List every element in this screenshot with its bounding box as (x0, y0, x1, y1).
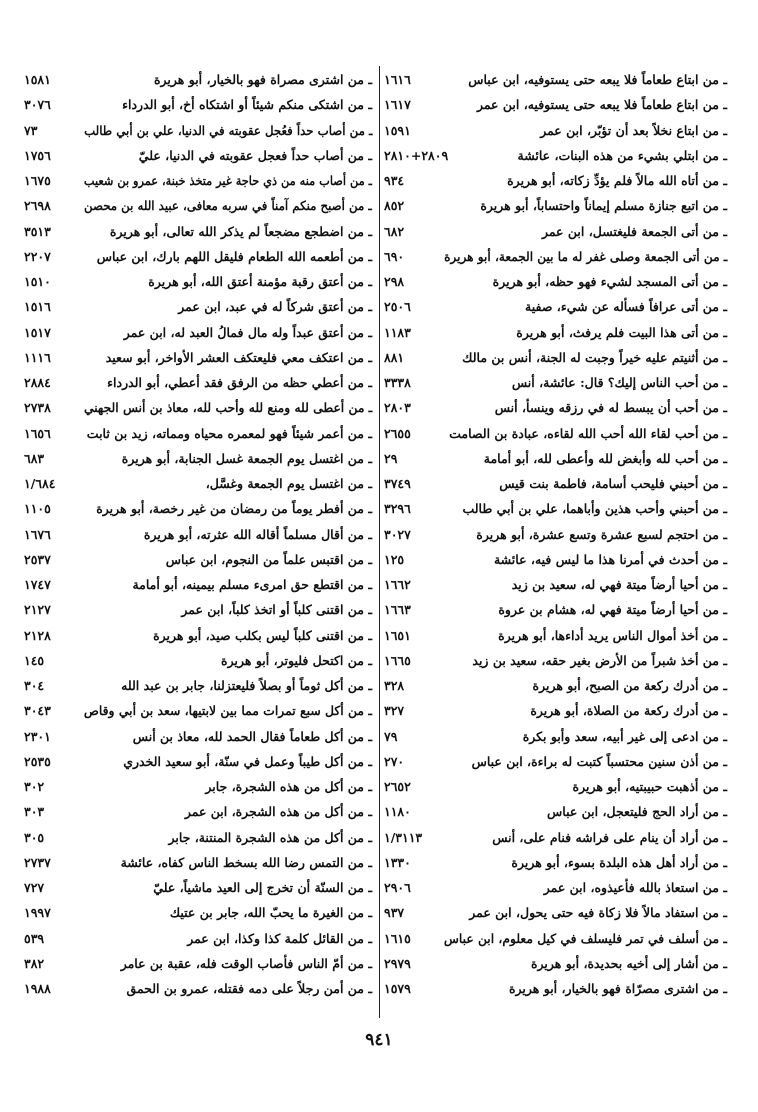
index-entry (22, 371, 372, 395)
entry-number: ٣٢٨ (384, 678, 405, 693)
entry-text: ـ من أحب الناس إليك؟ قال: عائشة، أنس (511, 375, 727, 390)
entry-number: ١٥١٦ (24, 299, 51, 315)
index-entry (382, 93, 727, 117)
index-entry (22, 851, 372, 875)
entry-text: ـ من أمن رجلاً على دمه فقتله، عمرو بن الحمق (126, 981, 372, 996)
entry-number: ٣٠٧٦ (24, 97, 51, 113)
entry-text: ـ من اضطجع مضجعاً لم يذكر الله تعالى، أبو هريرة (109, 223, 372, 239)
entry-text: ـ من أعتق عبداً وله مال فمالُ العبد له، ابن عمر (123, 324, 372, 340)
entry-text: ـ من أراد الحج فليتعجل، ابن عباس (547, 804, 727, 820)
entry-number: ١١٨٣ (384, 324, 411, 340)
index-entry (22, 674, 372, 698)
entry-text: ـ من أشار إلى أخيه بحديدة، أبو هريرة (530, 955, 727, 971)
entry-text: ـ من أكل من هذه الشجرة المنتنة، جابر (168, 829, 372, 845)
entry-number: ١٦٧٦ (24, 526, 51, 542)
entry-number: ١٩٩٧ (24, 905, 51, 921)
entry-number: ٢٦٥٥ (384, 425, 411, 441)
column-divider (379, 66, 380, 1018)
index-entry (22, 447, 372, 471)
index-entry (22, 93, 372, 117)
index-entry (382, 371, 727, 395)
entry-number: ٣٨٢ (24, 955, 45, 971)
entry-text: ـ من استعاذ بالله فأعيذوه، ابن عمر (543, 880, 727, 895)
entry-text: ـ من ابتاع نخلاً بعد أن تؤبّر، ابن عمر (540, 122, 727, 138)
entry-text: ـ من أعمر شيئاً فهو لمعمره محياه ومماته، زيد بن ثابت (86, 425, 372, 441)
index-entry (22, 270, 372, 294)
entry-number: ١٤٥ (24, 652, 45, 668)
entry-text: ـ من أكل سبع تمرات مما بين لابتيها، سعد بن أبي وقاص (83, 703, 372, 719)
index-entry (22, 396, 372, 420)
entry-number: ٧٣ (24, 122, 38, 138)
entry-number: ١٢٥ (384, 551, 405, 567)
entry-number: ١٦٧٥ (24, 173, 51, 188)
entry-text: ـ من أحب لقاء الله أحب الله لقاءه، عبادة بن الصامت (449, 425, 727, 441)
entry-number: ٨٥٢ (384, 198, 405, 214)
index-entry (22, 523, 372, 547)
index-entry (22, 68, 372, 92)
entry-number: ٧٩ (384, 728, 398, 744)
entry-text: ـ من أقال مسلماً أقاله الله عثرته، أبو هريرة (143, 526, 372, 542)
entry-number: ١٧٥٦ (24, 147, 51, 163)
index-entry (382, 725, 727, 749)
entry-number: ١٥١٠ (24, 274, 51, 289)
index-entry (22, 775, 372, 799)
index-entry (382, 775, 727, 799)
entry-text: ـ من أصاب منه من ذي حاجة غير متخذ خبنة، عمرو بن شعيب (83, 173, 372, 188)
entry-text: ـ من أحيا أرضاً ميتة فهي له، سعيد بن زيد (511, 577, 727, 592)
index-entry (382, 422, 727, 446)
index-entry (382, 396, 727, 420)
entry-text: ـ من أحبني فليحب أسامة، فاطمة بنت قيس (499, 476, 727, 491)
entry-number: ٣٢٧ (384, 703, 405, 719)
entry-number: ٢٩٠٦ (384, 880, 411, 895)
index-column-left (22, 68, 372, 998)
entry-text: ـ من أحب لله وأبغض لله وأعطى لله، أبو أمامة (483, 450, 727, 466)
entry-number: ١٦٦٢ (384, 577, 411, 592)
index-entry (382, 674, 727, 698)
index-entry (22, 977, 372, 1001)
entry-number: ٢٩٧٩ (384, 955, 411, 971)
entry-text: ـ من أتى الجمعة وصلى غفر له ما بين الجمعة، أبو هريرة (443, 248, 727, 264)
entry-text: ـ من أراد أهل هذه البلدة بسوء، أبو هريرة (511, 854, 727, 870)
entry-text: ـ من اغتسل يوم الجمعة غسل الجنابة، أبو هريرة (121, 450, 372, 466)
entry-text: ـ من أمّ الناس فأصاب الوقت فله، عقبة بن عامر (120, 955, 372, 971)
entry-text: ـ من أدرك ركعة من الصلاة، أبو هريرة (530, 703, 727, 719)
entry-number: ٣٥١٣ (24, 223, 51, 239)
index-entry (22, 901, 372, 925)
entry-number: ٢٨٠٣ (384, 400, 411, 416)
entry-text: ـ من اقتبس علماً من النجوم، ابن عباس (165, 551, 372, 567)
entry-number: ٢٩٨ (384, 274, 405, 289)
index-entry (382, 321, 727, 345)
index-entry (382, 472, 727, 496)
entry-text: ـ من أذن سنين محتسباً كتبت له براءة، ابن عباس (471, 753, 727, 769)
entry-text: ـ من ابتلي بشيء من هذه البنات، عائشة (517, 147, 727, 163)
entry-number: ٣٣٣٨ (384, 375, 411, 390)
entry-number: ١٦٦٥ (384, 652, 411, 668)
entry-number: ١٥١٧ (24, 324, 51, 340)
entry-number: ٢٧٠ (384, 753, 405, 769)
entry-number: ٢٦٥٢ (384, 779, 411, 794)
index-entry (22, 598, 372, 622)
entry-number: ١٧٤٧ (24, 577, 51, 592)
entry-number: ١١١٦ (24, 349, 51, 365)
entry-text: ـ من أفطر يوماً من رمضان من غير رخصة، أبو هريرة (96, 501, 372, 517)
entry-text: ـ من أثنيتم عليه خيراً وجبت له الجنة، أنس بن مالك (462, 349, 727, 365)
entry-number: ٢٨٨٤ (24, 375, 51, 390)
index-entry (382, 295, 727, 319)
index-entry (22, 573, 372, 597)
entry-number: ١٩٨٨ (24, 981, 51, 996)
entry-text: ـ من أخذ شبراً من الأرض بغير حقه، سعيد بن زيد (472, 652, 727, 668)
entry-text: ـ من أذهبت حبيبتيه، أبو هريرة (572, 779, 727, 794)
entry-text: ـ من أصاب حداً فعجل عقوبته في الدنيا، عليّ (138, 147, 372, 163)
entry-text: ـ من الغيرة ما يحبّ الله، جابر بن عتيك (169, 905, 372, 921)
entry-number: ٦٨٣ (24, 450, 45, 466)
entry-text: ـ من اتبع جنازة مسلم إيماناً واحتساباً، أبو هريرة (480, 198, 727, 214)
entry-number: ٦٩٠ (384, 248, 405, 264)
entry-text: ـ من اكتحل فليوتر، أبو هريرة (221, 652, 372, 668)
index-entry (382, 573, 727, 597)
entry-text: ـ من ادعى إلى غير أبيه، سعد وأبو بكرة (522, 728, 727, 744)
entry-number: ١٦١٧ (384, 97, 411, 113)
entry-text: ـ من أتى هذا البيت فلم يرفث، أبو هريرة (516, 324, 727, 340)
index-entry (382, 497, 727, 521)
index-entry (22, 422, 372, 446)
entry-text: ـ من أخذ أموال الناس يريد أداءها، أبو هريرة (498, 627, 727, 643)
index-entry (382, 927, 727, 951)
entry-number: ١/٣١١٣ (384, 829, 423, 845)
index-entry (382, 901, 727, 925)
entry-number: ٢٩ (384, 450, 398, 466)
entry-text: ـ من أحب أن يبسط له في رزقه وينسأ، أنس (494, 400, 727, 416)
entry-number: ١٣٣٠ (384, 854, 411, 870)
entry-text: ـ من اقتنى كلباً أو اتخذ كلباً، ابن عمر (181, 602, 372, 618)
entry-number: ١٦٦٣ (384, 602, 411, 618)
entry-text: ـ من اشتكى منكم شيئاً أو اشتكاه أخ، أبو الدرداء (122, 97, 372, 113)
index-entry (22, 119, 372, 143)
entry-text: ـ من اشترى مصراة فهو بالخيار، أبو هريرة (153, 72, 372, 87)
entry-number: ٣٠٢٧ (384, 526, 411, 542)
entry-number: ١٥٧٩ (384, 981, 411, 996)
entry-number: ٣٠٢ (24, 779, 45, 794)
entry-number: ١٦٥٦ (24, 425, 51, 441)
entry-number: ٢٥٠٦ (384, 299, 411, 315)
entry-text: ـ من أسلف في تمر فليسلف في كيل معلوم، ابن عباس (443, 930, 727, 946)
entry-text: ـ من ابتاع طعاماً فلا يبعه حتى يستوفيه، ابن عباس (468, 72, 727, 87)
entry-text: ـ من اشترى مصرّاة فهو بالخيار، أبو هريرة (508, 981, 727, 996)
entry-text: ـ من أطعمه الله الطعام فليقل اللهم بارك، ابن عباس (96, 248, 372, 264)
index-entry (382, 194, 727, 218)
index-entry (22, 750, 372, 774)
index-entry (382, 649, 727, 673)
index-entry (22, 800, 372, 824)
entry-number: ٩٣٧ (384, 905, 405, 921)
entry-number: ٣٠٤ (24, 678, 45, 693)
entry-text: ـ من أحيا أرضاً ميتة فهي له، هشام بن عروة (498, 602, 727, 618)
entry-number: ١١٨٠ (384, 804, 411, 820)
entry-text: ـ من أحدث في أمرنا هذا ما ليس فيه، عائشة (493, 551, 727, 567)
entry-text: ـ من اقتنى كلباً ليس بكلب صيد، أبو هريرة (153, 627, 372, 643)
index-entry (22, 346, 372, 370)
entry-text: ـ من اغتسل يوم الجمعة وغسَّل، (205, 476, 372, 491)
index-entry (382, 68, 727, 92)
entry-text: ـ من أعطي حظه من الرفق فقد أعطي، أبو الدرداء (107, 375, 372, 390)
entry-number: ٢١٢٨ (24, 627, 51, 643)
entry-text: ـ من التمس رضا الله بسخط الناس كفاه، عائشة (120, 854, 372, 870)
index-entry (382, 119, 727, 143)
index-entry (382, 598, 727, 622)
entry-text: ـ من أراد أن ينام على فراشه فنام على، أنس (492, 829, 727, 845)
entry-text: ـ من ابتاع طعاماً فلا يبعه حتى يستوفيه، ابن عمر (476, 97, 727, 113)
index-entry (22, 472, 372, 496)
index-entry (382, 699, 727, 723)
index-entry (22, 649, 372, 673)
index-entry (22, 624, 372, 648)
index-entry (382, 876, 727, 900)
entry-text: ـ من أكل طيباً وعمل في سنّة، أبو سعيد الخدري (123, 753, 372, 769)
index-entry (22, 144, 372, 168)
entry-text: ـ من أتى عرافاً فسأله عن شيء، صفية (525, 299, 727, 315)
index-entry (22, 952, 372, 976)
entry-text: ـ من أعتق رقبة مؤمنة أعتق الله، أبو هريرة (148, 274, 372, 289)
index-entry (22, 194, 372, 218)
entry-text: ـ من أكل من هذه الشجرة، ابن عمر (184, 804, 372, 820)
entry-text: ـ من أصبح منكم آمناً في سربه معافى، عبيد الله بن محصن (84, 198, 372, 214)
entry-text: ـ من القائل كلمة كذا وكذا، ابن عمر (187, 930, 372, 946)
index-entry (382, 220, 727, 244)
entry-number: ١٦٥١ (384, 627, 411, 643)
index-entry (22, 876, 372, 900)
index-entry (382, 144, 727, 168)
entry-number: ٢٧٣٨ (24, 400, 51, 416)
entry-number: ٨٨١ (384, 349, 405, 365)
entry-text: ـ من أتى الجمعة فليغتسل، ابن عمر (541, 223, 727, 239)
index-entry (22, 826, 372, 850)
entry-text: ـ من أتاه الله مالاً فلم يؤدِّ زكاته، أبو هريرة (507, 173, 727, 188)
entry-number: ١١٠٥ (24, 501, 51, 517)
entry-number: ٧٢٧ (24, 880, 45, 895)
index-entry (22, 725, 372, 749)
index-entry (22, 295, 372, 319)
entry-number: ٢٢٠٧ (24, 248, 51, 264)
entry-text: ـ من أكل ثوماً أو بصلاً فليعتزلنا، جابر بن عبد الله (121, 678, 372, 693)
entry-text: ـ من أعتق شركاً له في عبد، ابن عمر (178, 299, 372, 315)
index-entry (382, 624, 727, 648)
index-entry (382, 548, 727, 572)
entry-text: ـ من احتجم لسبع عشرة وتسع عشرة، أبو هريرة (476, 526, 727, 542)
entry-text: ـ من استفاد مالاً فلا زكاة فيه حتى يحول، ابن عمر (469, 905, 727, 921)
entry-number: ١٦١٥ (384, 930, 411, 946)
index-entry (382, 952, 727, 976)
entry-number: ٢١٢٧ (24, 602, 51, 618)
entry-number: ٢٣٠١ (24, 728, 51, 744)
entry-text: ـ من أدرك ركعة من الصبح، أبو هريرة (532, 678, 727, 693)
entry-text: ـ من أحبني وأحب هذين وأباهما، علي بن أبي طالب (462, 501, 727, 517)
entry-text: ـ من أصاب حداً فعُجل عقوبته في الدنيا، علي بن أبي طالب (83, 122, 372, 138)
index-entry (22, 169, 372, 193)
entry-number: ٥٣٩ (24, 930, 45, 946)
index-entry (22, 321, 372, 345)
entry-text: ـ من أتى المسجد لشيء فهو حظه، أبو هريرة (492, 274, 727, 289)
index-entry (382, 447, 727, 471)
entry-number: ١٦١٦ (384, 72, 411, 87)
entry-number: ١٥٩١ (384, 122, 411, 138)
entry-number: ١/٦٨٤ (24, 476, 56, 491)
entry-number: ٣٠٤٣ (24, 703, 51, 719)
entry-number: ٣٧٤٩ (384, 476, 411, 491)
index-entry (22, 699, 372, 723)
entry-text: ـ من أكل من هذه الشجرة، جابر (205, 779, 372, 794)
index-entry (22, 927, 372, 951)
index-entry (22, 497, 372, 521)
entry-text: ـ من أكل طعاماً فقال الحمد لله، معاذ بن أنس (132, 728, 372, 744)
entry-number: ٢٦٩٨ (24, 198, 51, 214)
entry-text: ـ من السنّة أن تخرج إلى العيد ماشياً، عليّ (153, 880, 372, 895)
entry-number: ٣٢٩٦ (384, 501, 411, 517)
index-entry (382, 800, 727, 824)
index-entry (382, 270, 727, 294)
index-entry (382, 523, 727, 547)
entry-number: ٩٣٤ (384, 173, 405, 188)
index-entry (382, 826, 727, 850)
entry-number: ٢٥٣٥ (24, 753, 51, 769)
index-entry (22, 245, 372, 269)
index-entry (382, 750, 727, 774)
entry-text: ـ من اعتكف معي فليعتكف العشر الأواخر، أبو سعيد (105, 349, 372, 365)
entry-number: ٢٧٣٧ (24, 854, 51, 870)
entry-number: ٢٥٣٧ (24, 551, 51, 567)
page-number: ٩٤١ (365, 1030, 393, 1050)
entry-number: ٣٠٥ (24, 829, 45, 845)
entry-number: ٢٨٠٩+٢٨١٠ (384, 147, 449, 163)
index-entry (382, 851, 727, 875)
entry-text: ـ من اقتطع حق امرىء مسلم بيمينه، أبو أمامة (132, 577, 372, 592)
entry-number: ١٥٨١ (24, 72, 51, 87)
index-column-right (382, 68, 727, 998)
entry-number: ٣٠٣ (24, 804, 45, 820)
index-entry (22, 548, 372, 572)
index-entry (382, 977, 727, 1001)
index-entry (382, 346, 727, 370)
index-entry (22, 220, 372, 244)
entry-number: ٦٨٢ (384, 223, 405, 239)
index-entry (382, 169, 727, 193)
index-entry (382, 245, 727, 269)
entry-text: ـ من أعطى لله ومنع لله وأحب لله، معاذ بن أنس الجهني (83, 400, 372, 416)
